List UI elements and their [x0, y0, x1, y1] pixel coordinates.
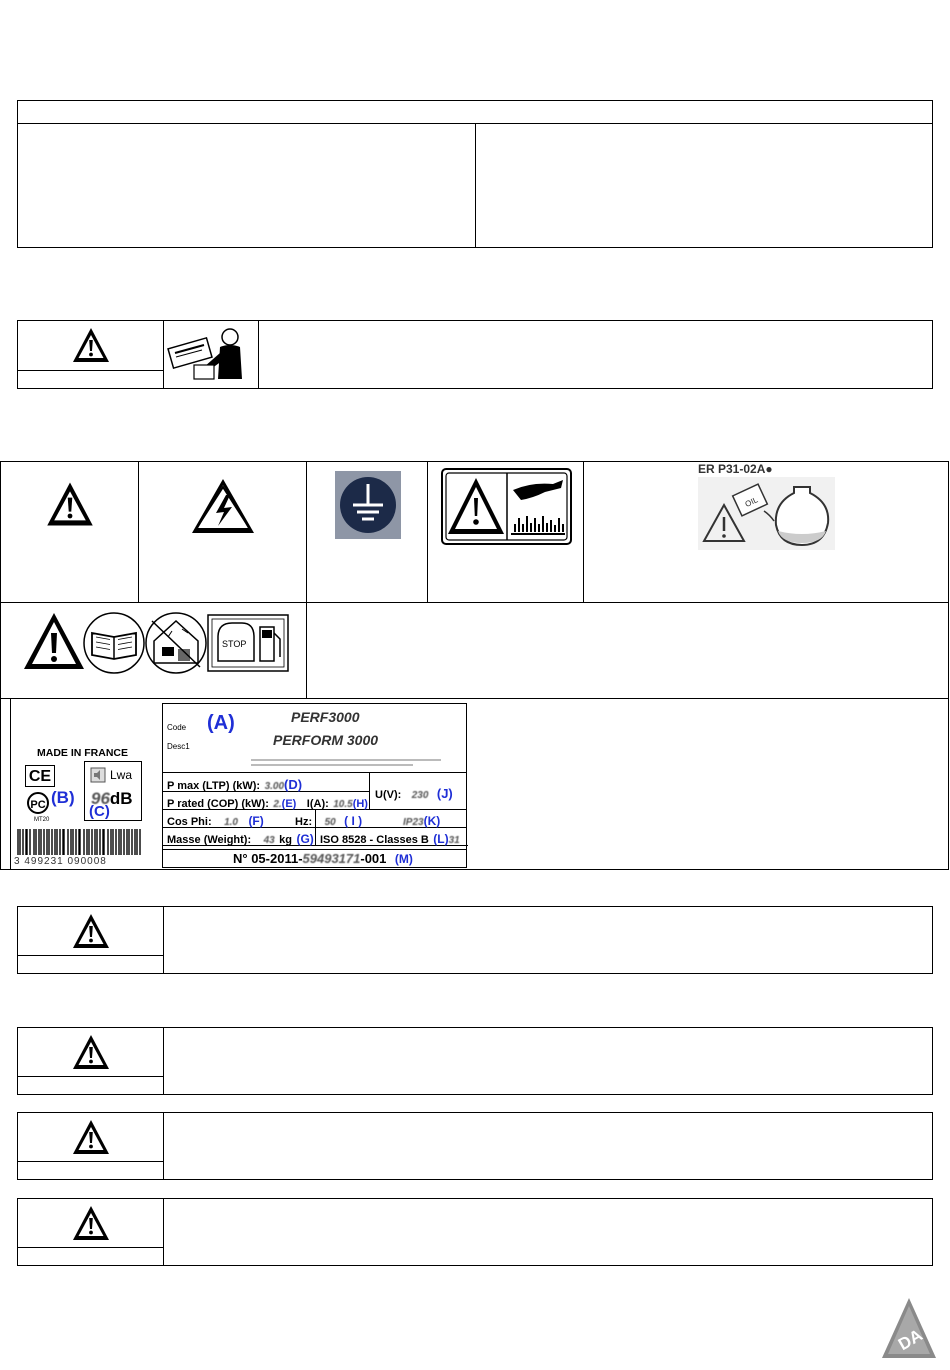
- tag-b: (B): [51, 788, 75, 807]
- mass-row: Masse (Weight): 43 kg (G): [167, 832, 314, 846]
- warning-icon-cell: [18, 1028, 163, 1094]
- prated-row: P rated (COP) (kW): 2.(E) I(A): 10.5(H): [167, 798, 368, 810]
- gost-code: MT20: [34, 817, 50, 823]
- warning-triangle-icon: [41, 480, 99, 528]
- warning-icon-cell: [18, 321, 163, 388]
- pmax-row: P max (LTP) (kW): 3.00(D): [167, 777, 303, 792]
- warning-triangle-icon: [71, 1033, 111, 1071]
- warning-triangle-icon: [71, 1118, 111, 1156]
- logo-text: DA: [894, 1325, 926, 1355]
- outdoor-use-icon: [146, 613, 206, 673]
- warning-icon-cell: [18, 1113, 163, 1179]
- barcode-icon: [16, 829, 142, 855]
- stop-text: STOP: [222, 639, 247, 649]
- warning-triangle-icon: [24, 613, 84, 669]
- tag-c: (C): [89, 803, 110, 820]
- code-label: Code: [167, 723, 187, 732]
- warning-box-2: [17, 1027, 933, 1095]
- gost-mark: PC: [27, 792, 49, 814]
- protective-earth-icon: [335, 471, 401, 539]
- iso-cell: ISO 8528 - Classes B (L)31: [320, 832, 460, 846]
- lwa-reading: 96dB: [91, 789, 133, 808]
- serial-number-box: N° 05-2011-59493171-001 (M): [162, 849, 467, 868]
- warning-box-3: [17, 1112, 933, 1180]
- desc-value: PERFORM 3000: [273, 732, 379, 748]
- warning-box-1: [17, 906, 933, 974]
- rating-plate: [10, 699, 467, 870]
- hot-surface-icon: [441, 468, 572, 545]
- warning-triangle-icon: [71, 1204, 111, 1242]
- info-table: [17, 100, 933, 248]
- warning-icon-cell: [18, 907, 163, 973]
- code-value: PERF3000: [291, 709, 360, 725]
- voltage-cell: U(V): 230 (J): [375, 786, 453, 801]
- warning-triangle-icon: [71, 326, 111, 364]
- plate-origin: MADE IN FRANCE: [37, 747, 128, 759]
- lwa-label: Lwa: [110, 768, 133, 782]
- warning-triangle-icon: [71, 912, 111, 950]
- cosphi-row: Cos Phi: 1.0 (F): [167, 814, 264, 828]
- oil-level-icon: [698, 477, 835, 550]
- plate-data-panel: [162, 703, 467, 850]
- read-manual-person-icon: [164, 321, 258, 388]
- read-manual-icon: [84, 613, 144, 673]
- warning-box-manual: [17, 320, 933, 389]
- oil-label-code: ER P31-02A●: [698, 462, 773, 476]
- desc-label: Desc1: [167, 742, 190, 751]
- speaker-icon: [89, 766, 107, 784]
- electric-hazard-icon: [190, 477, 256, 535]
- safety-symbols-strip: [22, 611, 292, 675]
- company-logo-icon: [880, 1296, 938, 1360]
- warning-icon-cell: [18, 1199, 163, 1265]
- hz-cell: Hz: 50 ( I ): [295, 814, 363, 828]
- ip-cell: IP23(K): [403, 814, 441, 828]
- address-line: [251, 757, 441, 769]
- warning-box-4: [17, 1198, 933, 1266]
- stop-engine-refuel-icon: [208, 615, 288, 671]
- tag-a: (A): [207, 712, 235, 734]
- symbols-table: [0, 461, 949, 870]
- ce-mark: CE: [25, 765, 55, 787]
- oil-can-text: OIL: [743, 495, 760, 509]
- info-table-divider: [475, 124, 476, 247]
- barcode-digits: 3 499231 090008: [14, 856, 107, 867]
